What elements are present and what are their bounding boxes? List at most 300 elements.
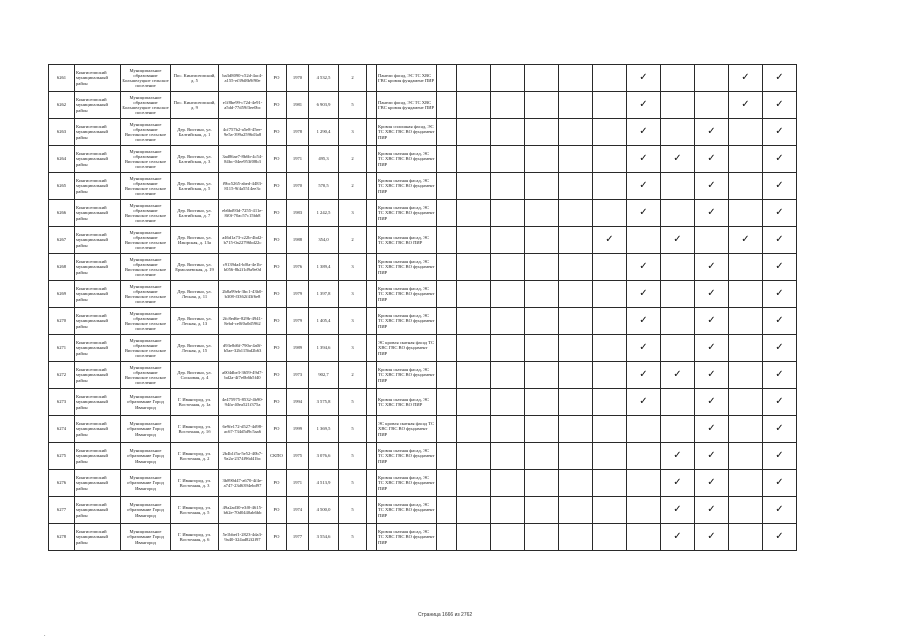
empty-cell — [559, 146, 593, 173]
empty-cell — [491, 254, 525, 281]
check-cell — [763, 173, 797, 200]
year-cell: 1973 — [287, 362, 309, 389]
empty-cell — [729, 524, 763, 551]
empty-cell — [491, 146, 525, 173]
management-cell: РО — [267, 389, 287, 416]
row-number: 6278 — [49, 524, 75, 551]
management-cell: РО — [267, 308, 287, 335]
district-cell: Кингисеппский муниципальный район — [75, 200, 121, 227]
empty-cell — [525, 308, 559, 335]
works-cell: Кровля скатная фасад, ЭС ТС ХВС ГВС ВО фундамент ПИР — [377, 146, 437, 173]
checkmark-icon: ✓ — [639, 288, 648, 299]
empty-cell — [437, 200, 457, 227]
check-cell — [627, 173, 661, 200]
empty-cell — [491, 524, 525, 551]
management-cell: РО — [267, 335, 287, 362]
empty-cell — [525, 92, 559, 119]
district-cell: Кингисеппский муниципальный район — [75, 524, 121, 551]
address-cell: Дер. Вистино, ул. Ижорская, д. 13а — [171, 227, 219, 254]
empty-cell — [437, 389, 457, 416]
floors-cell: 2 — [339, 65, 367, 92]
fias-id-cell: a004dbe3-3659-49d7-bd2a-4f7e0b6b5f40 — [219, 362, 267, 389]
check-cell — [695, 389, 729, 416]
table-row — [49, 335, 797, 362]
year-cell: 1971 — [287, 470, 309, 497]
floors-cell: 2 — [339, 362, 367, 389]
fias-id-cell: eb6bd93d-7255-411e-8f0f-70ac57c15bb8 — [219, 200, 267, 227]
check-cell — [763, 389, 797, 416]
empty-cell — [437, 416, 457, 443]
checkmark-icon: ✓ — [775, 180, 784, 191]
empty-cell — [729, 173, 763, 200]
fias-id-cell: 3ad86ae7-8b6b-4c54-84bc-04ee953f08b3 — [219, 146, 267, 173]
floors-cell: 3 — [339, 119, 367, 146]
empty-cell — [457, 362, 491, 389]
management-cell: РО — [267, 119, 287, 146]
empty-cell — [367, 497, 377, 524]
fias-id-cell: 5e1bbef1-2823-4da3-9a40-324ad82f2f97 — [219, 524, 267, 551]
settlement-cell: Муниципальное образование Вистинское сельское поселение — [121, 335, 171, 362]
works-cell: Кровля скатная фасад, ЭС ТС ХВС ГВС ВО фундамент ПИР — [377, 281, 437, 308]
empty-cell — [367, 254, 377, 281]
empty-cell — [593, 389, 627, 416]
check-cell — [763, 254, 797, 281]
row-number: 6275 — [49, 443, 75, 470]
check-cell — [763, 200, 797, 227]
fias-id-cell: 2b8a99eb-3bc1-43b0-b308-f3362f43f6e8 — [219, 281, 267, 308]
area-cell: 1 369,5 — [309, 416, 339, 443]
area-cell: 1 397,8 — [309, 281, 339, 308]
empty-cell — [525, 470, 559, 497]
empty-cell — [525, 65, 559, 92]
checkmark-icon: ✓ — [775, 153, 784, 164]
check-cell — [661, 497, 695, 524]
address-cell: Г. Ивангород, ул. Восточная, д. 6 — [171, 524, 219, 551]
row-number: 6263 — [49, 119, 75, 146]
fias-id-cell: d93e8d6f-790a-4a0f-b5ae-32b115bd2b63 — [219, 335, 267, 362]
table-row — [49, 308, 797, 335]
empty-cell — [559, 389, 593, 416]
empty-cell — [367, 443, 377, 470]
settlement-cell: Муниципальное образование Вистинское сельское поселение — [121, 200, 171, 227]
district-cell: Кингисеппский муниципальный район — [75, 65, 121, 92]
year-cell: 1981 — [287, 92, 309, 119]
checkmark-icon: ✓ — [741, 234, 750, 245]
check-cell — [763, 524, 797, 551]
floors-cell: 5 — [339, 470, 367, 497]
row-number: 6266 — [49, 200, 75, 227]
area-cell: 4 513,9 — [309, 470, 339, 497]
row-number: 6267 — [49, 227, 75, 254]
year-cell: 1978 — [287, 119, 309, 146]
checkmark-icon: ✓ — [775, 234, 784, 245]
check-cell — [661, 443, 695, 470]
works-cell: Панели фасад, ЭС ТС ХВС ГВС кровля фундамент ПИР — [377, 65, 437, 92]
row-number: 6274 — [49, 416, 75, 443]
management-cell: РО — [267, 470, 287, 497]
year-cell: 1976 — [287, 254, 309, 281]
settlement-cell: Муниципальное образование Город Ивангород — [121, 443, 171, 470]
row-number: 6277 — [49, 497, 75, 524]
area-cell: 6 903,9 — [309, 92, 339, 119]
checkmark-icon: ✓ — [775, 99, 784, 110]
check-cell — [763, 497, 797, 524]
empty-cell — [559, 524, 593, 551]
settlement-cell: Муниципальное образование Вистинское сельское поселение — [121, 173, 171, 200]
check-cell — [627, 200, 661, 227]
check-cell — [627, 146, 661, 173]
area-cell: 354,0 — [309, 227, 339, 254]
floors-cell: 5 — [339, 443, 367, 470]
empty-cell — [525, 497, 559, 524]
address-cell: Дер. Вистино, ул. Балтийская, д. 3 — [171, 146, 219, 173]
row-number: 6261 — [49, 65, 75, 92]
empty-cell — [729, 443, 763, 470]
check-cell — [627, 281, 661, 308]
empty-cell — [491, 470, 525, 497]
empty-cell — [457, 524, 491, 551]
floors-cell: 5 — [339, 389, 367, 416]
empty-cell — [491, 335, 525, 362]
empty-cell — [367, 524, 377, 551]
address-cell: Г. Ивангород, ул. Восточная, д. 5 — [171, 497, 219, 524]
management-cell: РО — [267, 146, 287, 173]
management-cell: РО — [267, 173, 287, 200]
management-cell: РО — [267, 281, 287, 308]
checkmark-icon: ✓ — [707, 477, 716, 488]
empty-cell — [593, 173, 627, 200]
empty-cell — [729, 497, 763, 524]
empty-cell — [525, 173, 559, 200]
management-cell: РО — [267, 65, 287, 92]
empty-cell — [367, 416, 377, 443]
fias-id-cell: 4cf757b2-a5e8-45ee-9e5a-399a2596d3a8 — [219, 119, 267, 146]
empty-cell — [491, 497, 525, 524]
empty-cell — [525, 389, 559, 416]
empty-cell — [559, 200, 593, 227]
management-cell: РО — [267, 497, 287, 524]
empty-cell — [367, 470, 377, 497]
checkmark-icon: ✓ — [775, 450, 784, 461]
empty-cell — [367, 173, 377, 200]
checkmark-icon: ✓ — [707, 126, 716, 137]
check-cell — [763, 65, 797, 92]
works-cell: Кровля сплошная фасад, ЭС ТС ХВС ГВС ВО фундамент ПИР — [377, 119, 437, 146]
empty-cell — [491, 65, 525, 92]
empty-cell — [559, 227, 593, 254]
empty-cell — [437, 524, 457, 551]
district-cell: Кингисеппский муниципальный район — [75, 92, 121, 119]
empty-cell — [661, 65, 695, 92]
address-cell: Г. Ивангород, ул. Восточная, д. 1а — [171, 389, 219, 416]
checkmark-icon: ✓ — [639, 99, 648, 110]
check-cell — [695, 200, 729, 227]
empty-cell — [661, 281, 695, 308]
table-row — [49, 470, 797, 497]
checkmark-icon: ✓ — [707, 180, 716, 191]
settlement-cell: Муниципальное образование Город Ивангород — [121, 524, 171, 551]
address-cell: Дер. Вистино, ул. Лесная, д. 13 — [171, 308, 219, 335]
empty-cell — [491, 308, 525, 335]
empty-cell — [593, 200, 627, 227]
empty-cell — [437, 470, 457, 497]
checkmark-icon: ✓ — [775, 477, 784, 488]
address-cell: Пос. Кингисеппский, д. 9 — [171, 92, 219, 119]
empty-cell — [367, 389, 377, 416]
check-cell — [661, 362, 695, 389]
works-cell: ЭС кровля скатная фасад ТС ХВС ГВС ВО фундамент ПИР — [377, 335, 437, 362]
floors-cell: 2 — [339, 146, 367, 173]
works-cell: Панели фасад, ЭС ТС ХВС ГВС кровля фундамент ПИР — [377, 92, 437, 119]
district-cell: Кингисеппский муниципальный район — [75, 146, 121, 173]
empty-cell — [367, 362, 377, 389]
empty-cell — [491, 281, 525, 308]
check-cell — [695, 281, 729, 308]
check-cell — [695, 470, 729, 497]
check-cell — [593, 227, 627, 254]
address-cell: Г. Ивангород, ул. Восточная, д. 2 — [171, 443, 219, 470]
check-cell — [627, 308, 661, 335]
check-cell — [763, 362, 797, 389]
floors-cell: 5 — [339, 416, 367, 443]
checkmark-icon: ✓ — [673, 504, 682, 515]
checkmark-icon: ✓ — [707, 207, 716, 218]
year-cell: 1977 — [287, 524, 309, 551]
works-cell: Кровля скатная фасад, ЭС ТС ХВС ГВС ВО фундамент ПИР — [377, 497, 437, 524]
empty-cell — [593, 65, 627, 92]
check-cell — [695, 308, 729, 335]
works-cell: Кровля скатная фасад, ЭС ТС ХВС ГВС ВО фундамент ПИР — [377, 470, 437, 497]
settlement-cell: Муниципальное образование Город Ивангород — [121, 389, 171, 416]
area-cell: 1 394,6 — [309, 335, 339, 362]
district-cell: Кингисеппский муниципальный район — [75, 227, 121, 254]
empty-cell — [491, 443, 525, 470]
floors-cell: 3 — [339, 281, 367, 308]
table-row — [49, 254, 797, 281]
empty-cell — [457, 389, 491, 416]
fias-id-cell: c9139da4-bf0a-4e1b-b056-8b2f1d9a9e0d — [219, 254, 267, 281]
empty-cell — [437, 146, 457, 173]
fias-id-cell: 3b890d47-a670-4f4e-a747-23d6394ebd97 — [219, 470, 267, 497]
fias-id-cell: 4e475975-8532-4b90-94fa-40ea521f375a — [219, 389, 267, 416]
check-cell — [695, 362, 729, 389]
checkmark-icon: ✓ — [775, 207, 784, 218]
floors-cell: 2 — [339, 227, 367, 254]
check-cell — [763, 281, 797, 308]
empty-cell — [491, 173, 525, 200]
empty-cell — [437, 119, 457, 146]
empty-cell — [627, 443, 661, 470]
housing-registry-table — [48, 64, 797, 551]
empty-cell — [593, 254, 627, 281]
empty-cell — [457, 200, 491, 227]
checkmark-icon: ✓ — [639, 180, 648, 191]
checkmark-icon: ✓ — [707, 531, 716, 542]
year-cell: 1994 — [287, 389, 309, 416]
empty-cell — [525, 281, 559, 308]
row-number: 6269 — [49, 281, 75, 308]
empty-cell — [457, 254, 491, 281]
empty-cell — [593, 92, 627, 119]
area-cell: 902,7 — [309, 362, 339, 389]
year-cell: 1979 — [287, 308, 309, 335]
empty-cell — [457, 146, 491, 173]
management-cell: СКПО — [267, 443, 287, 470]
area-cell: 4 500,0 — [309, 497, 339, 524]
checkmark-icon: ✓ — [639, 315, 648, 326]
empty-cell — [367, 308, 377, 335]
empty-cell — [729, 389, 763, 416]
empty-cell — [437, 173, 457, 200]
checkmark-icon: ✓ — [741, 72, 750, 83]
checkmark-icon: ✓ — [707, 423, 716, 434]
fias-id-cell: 2b4b1f5a-5e52-40b7-9a2a-2374f96d41bc — [219, 443, 267, 470]
checkmark-icon: ✓ — [775, 72, 784, 83]
empty-cell — [457, 227, 491, 254]
check-cell — [661, 524, 695, 551]
empty-cell — [559, 65, 593, 92]
checkmark-icon: ✓ — [775, 288, 784, 299]
works-cell: Кровля скатная фасад, ЭС ТС ХВС ГВС ВО фундамент ПИР — [377, 524, 437, 551]
check-cell — [763, 92, 797, 119]
floors-cell: 5 — [339, 524, 367, 551]
fias-id-cell: f9bc5265-abed-4483-8115-9f4a5514ee3c — [219, 173, 267, 200]
table-row — [49, 227, 797, 254]
checkmark-icon: ✓ — [775, 126, 784, 137]
checkmark-icon: ✓ — [707, 369, 716, 380]
empty-cell — [525, 443, 559, 470]
address-cell: Пос. Кингисеппский, д. 5 — [171, 65, 219, 92]
year-cell: 1988 — [287, 227, 309, 254]
fias-id-cell: 2fc8ed6e-829b-4941-8ebd-ce0f0a0d5962 — [219, 308, 267, 335]
row-number: 6272 — [49, 362, 75, 389]
year-cell: 1979 — [287, 281, 309, 308]
check-cell — [695, 335, 729, 362]
settlement-cell: Муниципальное образование Город Ивангород — [121, 416, 171, 443]
empty-cell — [491, 389, 525, 416]
district-cell: Кингисеппский муниципальный район — [75, 281, 121, 308]
address-cell: Г. Ивангород, ул. Восточная, д. 1б — [171, 416, 219, 443]
district-cell: Кингисеппский муниципальный район — [75, 362, 121, 389]
empty-cell — [559, 497, 593, 524]
empty-cell — [367, 227, 377, 254]
empty-cell — [491, 227, 525, 254]
table-row — [49, 281, 797, 308]
row-number: 6273 — [49, 389, 75, 416]
checkmark-icon: ✓ — [775, 315, 784, 326]
empty-cell — [367, 200, 377, 227]
settlement-cell: Муниципальное образование Большелуцкое сельское поселение — [121, 65, 171, 92]
empty-cell — [593, 416, 627, 443]
table-row — [49, 443, 797, 470]
empty-cell — [627, 227, 661, 254]
empty-cell — [437, 308, 457, 335]
empty-cell — [457, 470, 491, 497]
empty-cell — [729, 335, 763, 362]
address-cell: Г. Ивангород, ул. Восточная, д. 3 — [171, 470, 219, 497]
row-number: 6270 — [49, 308, 75, 335]
checkmark-icon: ✓ — [639, 72, 648, 83]
empty-cell — [525, 227, 559, 254]
empty-cell — [593, 146, 627, 173]
empty-cell — [661, 308, 695, 335]
empty-cell — [729, 119, 763, 146]
year-cell: 1989 — [287, 335, 309, 362]
floors-cell: 3 — [339, 308, 367, 335]
empty-cell — [627, 497, 661, 524]
check-cell — [661, 470, 695, 497]
empty-cell — [661, 416, 695, 443]
check-cell — [627, 335, 661, 362]
row-number: 6276 — [49, 470, 75, 497]
empty-cell — [729, 281, 763, 308]
empty-cell — [437, 65, 457, 92]
year-cell: 1970 — [287, 65, 309, 92]
empty-cell — [593, 470, 627, 497]
checkmark-icon: ✓ — [741, 99, 750, 110]
empty-cell — [729, 470, 763, 497]
checkmark-icon: ✓ — [775, 504, 784, 515]
empty-cell — [491, 200, 525, 227]
table-row — [49, 119, 797, 146]
check-cell — [695, 119, 729, 146]
management-cell: РО — [267, 200, 287, 227]
area-cell: 570,5 — [309, 173, 339, 200]
settlement-cell: Муниципальное образование Вистинское сельское поселение — [121, 119, 171, 146]
empty-cell — [695, 227, 729, 254]
check-cell — [695, 416, 729, 443]
empty-cell — [593, 362, 627, 389]
empty-cell — [525, 119, 559, 146]
row-number: 6264 — [49, 146, 75, 173]
district-cell: Кингисеппский муниципальный район — [75, 416, 121, 443]
check-cell — [763, 119, 797, 146]
address-cell: Дер. Вистино, ул. Сосновая, д. 4 — [171, 362, 219, 389]
checkmark-icon: ✓ — [639, 261, 648, 272]
check-cell — [695, 173, 729, 200]
checkmark-icon: ✓ — [707, 288, 716, 299]
fias-id-cell: e1f8be99-c72d-4e91-a5dd-77d59f3ee0bc — [219, 92, 267, 119]
empty-cell — [525, 416, 559, 443]
empty-cell — [661, 119, 695, 146]
checkmark-icon: ✓ — [775, 423, 784, 434]
empty-cell — [437, 443, 457, 470]
settlement-cell: Муниципальное образование Вистинское сельское поселение — [121, 254, 171, 281]
empty-cell — [367, 65, 377, 92]
checkmark-icon: ✓ — [673, 477, 682, 488]
empty-cell — [627, 470, 661, 497]
area-cell: 3 575,8 — [309, 389, 339, 416]
row-number: 6262 — [49, 92, 75, 119]
district-cell: Кингисеппский муниципальный район — [75, 119, 121, 146]
year-cell: 1971 — [287, 146, 309, 173]
checkmark-icon: ✓ — [639, 153, 648, 164]
check-cell — [695, 524, 729, 551]
empty-cell — [729, 308, 763, 335]
management-cell: РО — [267, 254, 287, 281]
empty-cell — [559, 362, 593, 389]
empty-cell — [525, 146, 559, 173]
area-cell: 1 290,4 — [309, 119, 339, 146]
district-cell: Кингисеппский муниципальный район — [75, 173, 121, 200]
area-cell: 1 389,4 — [309, 254, 339, 281]
empty-cell — [593, 524, 627, 551]
area-cell: 495,3 — [309, 146, 339, 173]
empty-cell — [491, 362, 525, 389]
check-cell — [763, 308, 797, 335]
area-cell: 3 076,6 — [309, 443, 339, 470]
checkmark-icon: ✓ — [673, 234, 682, 245]
